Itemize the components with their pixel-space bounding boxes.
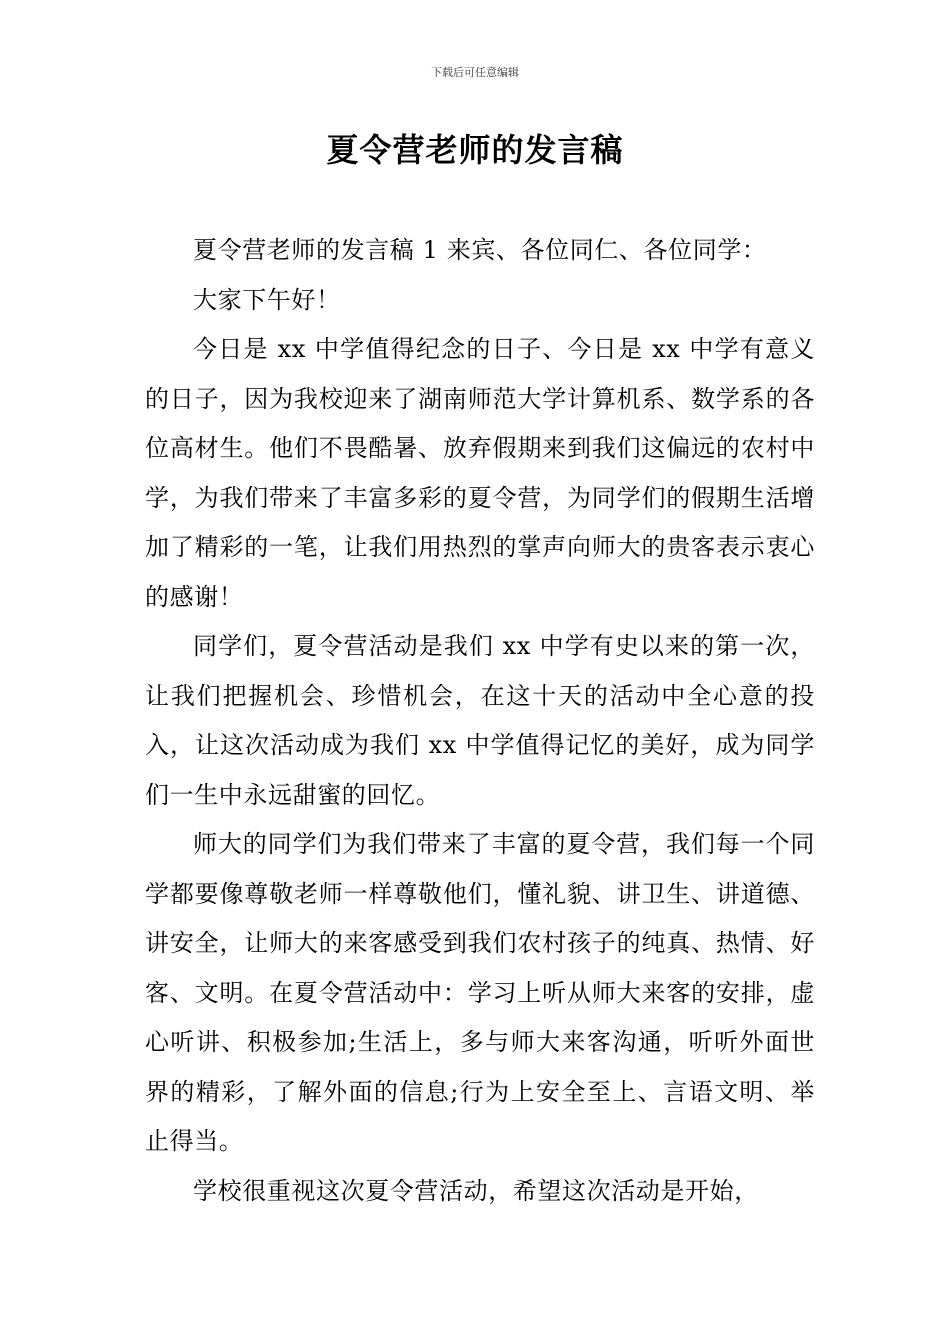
paragraph-welcome: 今日是 xx 中学值得纪念的日子、今日是 xx 中学有意义的日子，因为我校迎来了湖南师范大学计算机系、数学系的各位高材生。他们不畏酷暑、放弃假期来到我们这偏远的农村中学，为我们带来了丰富多彩的夏令营，为同学们的假期生活增加了精彩的一笔，让我们用热烈的掌声向师大的贵客表示衷心的感谢！ [145, 335, 815, 611]
paragraph-school: 学校很重视这次夏令营活动，希望这次活动是开始， [193, 1176, 759, 1205]
document-title: 夏令营老师的发言稿 [326, 131, 624, 169]
paragraph-conduct: 师大的同学们为我们带来了丰富的夏令营，我们每一个同学都要像尊敬老师一样尊敬他们，懂礼貌、讲卫生、讲道德、讲安全，让师大的来客感受到我们农村孩子的纯真、热情、好客、文明。在夏令营活动中：学习上听从师大来客的安排，虚心听讲、积极参加;生活上，多与师大来客沟通，听听外面世界的精彩，了解外面的信息;行为上安全至上、言语文明、举止得当。 [145, 830, 815, 1155]
paragraph-opportunity: 同学们，夏令营活动是我们 xx 中学有史以来的第一次，让我们把握机会、珍惜机会，在这十天的活动中全心意的投入，让这次活动成为我们 xx 中学值得记忆的美好，成为同学们一生中永远甜蜜的回忆。 [145, 632, 815, 809]
paragraph-salutation: 大家下午好！ [193, 285, 341, 314]
paragraph-greeting: 夏令营老师的发言稿 1 来宾、各位同仁、各位同学： [193, 236, 767, 264]
header-note: 下载后可任意编辑 [431, 66, 519, 79]
document-body [145, 226, 815, 1216]
